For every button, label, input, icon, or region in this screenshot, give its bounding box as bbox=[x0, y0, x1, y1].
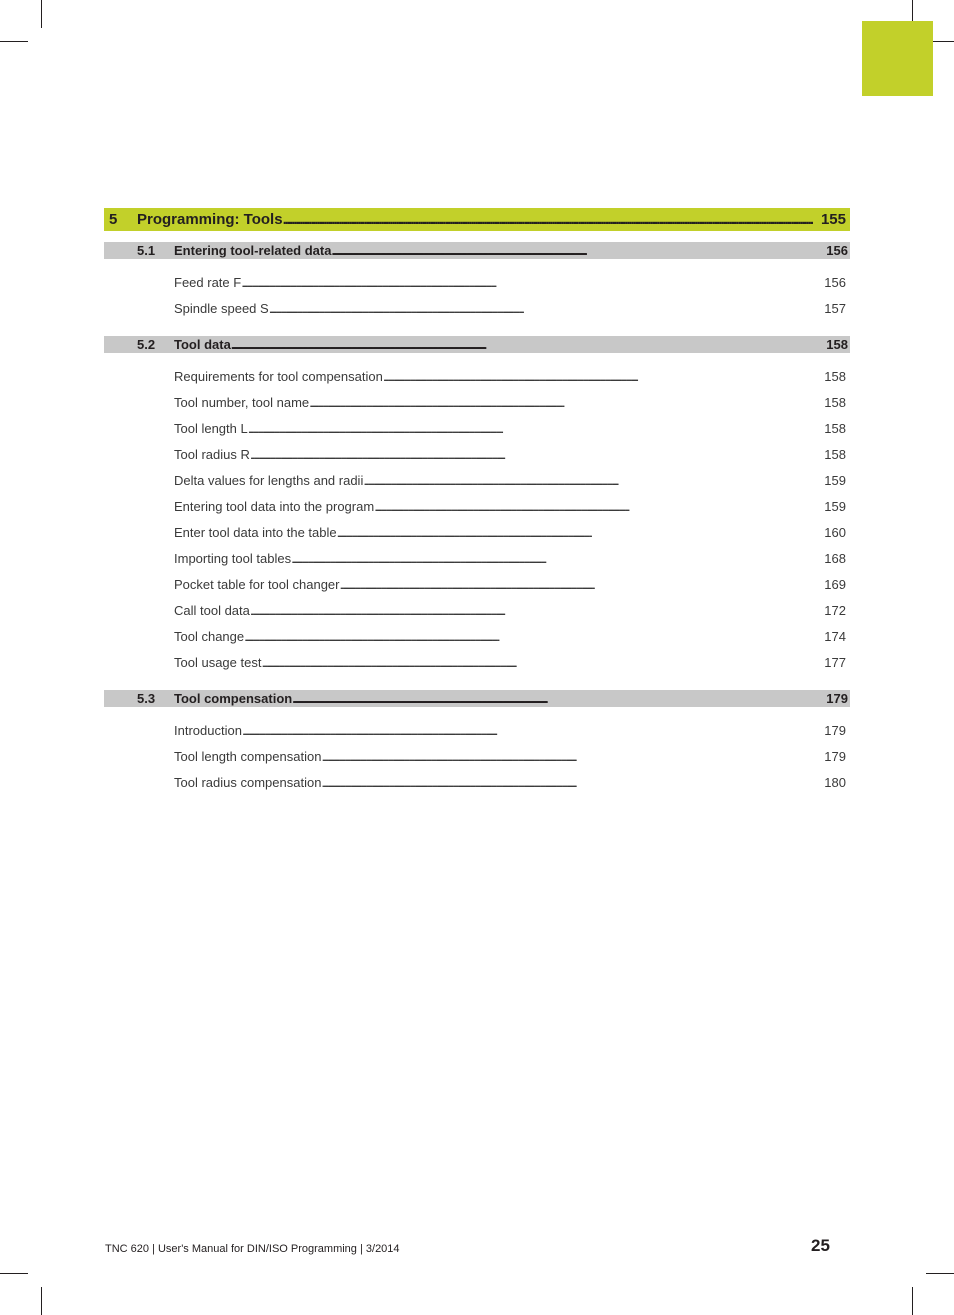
toc-section-row[interactable] bbox=[104, 690, 850, 707]
entry-title: Spindle speed S bbox=[174, 300, 269, 316]
dot-leader bbox=[261, 655, 822, 670]
toc-entry-list bbox=[104, 707, 850, 799]
toc-entry[interactable] bbox=[174, 295, 846, 321]
entry-title: Tool number, tool name bbox=[174, 394, 310, 410]
entry-page: 179 bbox=[824, 722, 846, 738]
crop-mark bbox=[0, 1273, 28, 1274]
entry-title: Requirements for tool compensation bbox=[174, 368, 383, 384]
dot-leader bbox=[321, 749, 822, 764]
dot-leader bbox=[337, 525, 823, 540]
crop-mark bbox=[41, 1287, 42, 1315]
toc-entry[interactable] bbox=[174, 363, 846, 389]
entry-page: 169 bbox=[824, 576, 846, 592]
entry-title: Pocket table for tool changer bbox=[174, 576, 340, 592]
section-title: Tool compensation bbox=[174, 691, 293, 706]
entry-page: 156 bbox=[824, 274, 846, 290]
toc-entry-list bbox=[104, 353, 850, 679]
dot-leader bbox=[244, 629, 822, 644]
dot-leader bbox=[374, 499, 822, 514]
entry-title: Tool usage test bbox=[174, 654, 262, 670]
toc-entry[interactable] bbox=[174, 743, 846, 769]
entry-page: 174 bbox=[824, 628, 846, 644]
section-page: 179 bbox=[826, 691, 848, 706]
entry-page: 177 bbox=[824, 654, 846, 670]
dot-leader bbox=[291, 551, 822, 566]
entry-page: 158 bbox=[824, 446, 846, 462]
entry-page: 158 bbox=[824, 420, 846, 436]
toc-entry-list bbox=[104, 259, 850, 325]
dot-leader bbox=[231, 337, 824, 352]
dot-leader bbox=[331, 243, 824, 258]
crop-mark bbox=[912, 1287, 913, 1315]
section-title: Tool data bbox=[174, 337, 231, 352]
section-number: 5.3 bbox=[137, 691, 156, 706]
entry-page: 159 bbox=[824, 498, 846, 514]
entry-page: 158 bbox=[824, 368, 846, 384]
entry-page: 168 bbox=[824, 550, 846, 566]
entry-page: 160 bbox=[824, 524, 846, 540]
toc-entry[interactable] bbox=[174, 493, 846, 519]
chapter-tab-marker bbox=[862, 21, 933, 96]
toc-entry[interactable] bbox=[174, 623, 846, 649]
section-page: 156 bbox=[826, 243, 848, 258]
dot-leader bbox=[250, 603, 822, 618]
toc-sections bbox=[104, 242, 850, 799]
dot-leader bbox=[269, 301, 823, 316]
entry-title: Tool radius R bbox=[174, 446, 250, 462]
crop-mark bbox=[926, 1273, 954, 1274]
section-number: 5.1 bbox=[137, 243, 156, 258]
section-title: Entering tool-related data bbox=[174, 243, 332, 258]
toc-entry[interactable] bbox=[174, 441, 846, 467]
entry-title: Call tool data bbox=[174, 602, 250, 618]
entry-title: Entering tool data into the program bbox=[174, 498, 375, 514]
toc-entry[interactable] bbox=[174, 545, 846, 571]
dot-leader bbox=[383, 369, 822, 384]
entry-title: Introduction bbox=[174, 722, 242, 738]
entry-title: Tool radius compensation bbox=[174, 774, 322, 790]
table-of-contents bbox=[104, 208, 850, 799]
entry-title: Tool length L bbox=[174, 420, 248, 436]
toc-entry[interactable] bbox=[174, 269, 846, 295]
dot-leader bbox=[321, 775, 822, 790]
page-number: 25 bbox=[811, 1236, 830, 1255]
chapter-title: Programming: Tools bbox=[137, 211, 283, 228]
dot-leader bbox=[250, 447, 822, 462]
toc-entry[interactable] bbox=[174, 415, 846, 441]
entry-page: 159 bbox=[824, 472, 846, 488]
entry-page: 180 bbox=[824, 774, 846, 790]
chapter-page: 155 bbox=[820, 211, 846, 228]
toc-entry[interactable] bbox=[174, 389, 846, 415]
dot-leader bbox=[248, 421, 823, 436]
entry-title: Enter tool data into the table bbox=[174, 524, 337, 540]
toc-section-row[interactable] bbox=[104, 242, 850, 259]
entry-page: 157 bbox=[824, 300, 846, 316]
toc-entry[interactable] bbox=[174, 769, 846, 795]
entry-page: 158 bbox=[824, 394, 846, 410]
section-number: 5.2 bbox=[137, 337, 156, 352]
toc-entry[interactable] bbox=[174, 519, 846, 545]
dot-leader bbox=[242, 723, 822, 738]
crop-mark bbox=[0, 41, 28, 42]
dot-leader bbox=[283, 211, 819, 228]
entry-title: Tool length compensation bbox=[174, 748, 322, 764]
toc-chapter-row[interactable] bbox=[104, 208, 850, 231]
toc-entry[interactable] bbox=[174, 571, 846, 597]
dot-leader bbox=[340, 577, 823, 592]
entry-title: Delta values for lengths and radii bbox=[174, 472, 364, 488]
dot-leader bbox=[309, 395, 822, 410]
toc-section-row[interactable] bbox=[104, 336, 850, 353]
dot-leader bbox=[363, 473, 822, 488]
toc-entry[interactable] bbox=[174, 717, 846, 743]
toc-entry[interactable] bbox=[174, 597, 846, 623]
toc-entry[interactable] bbox=[174, 649, 846, 675]
entry-title: Feed rate F bbox=[174, 274, 242, 290]
crop-mark bbox=[41, 0, 42, 28]
entry-page: 179 bbox=[824, 748, 846, 764]
entry-title: Tool change bbox=[174, 628, 245, 644]
entry-page: 172 bbox=[824, 602, 846, 618]
entry-title: Importing tool tables bbox=[174, 550, 292, 566]
footer-text: TNC 620 | User's Manual for DIN/ISO Programming | 3/2014 bbox=[105, 1243, 400, 1255]
chapter-number: 5 bbox=[109, 211, 118, 228]
section-page: 158 bbox=[826, 337, 848, 352]
dot-leader bbox=[292, 691, 824, 706]
dot-leader bbox=[241, 275, 822, 290]
toc-entry[interactable] bbox=[174, 467, 846, 493]
